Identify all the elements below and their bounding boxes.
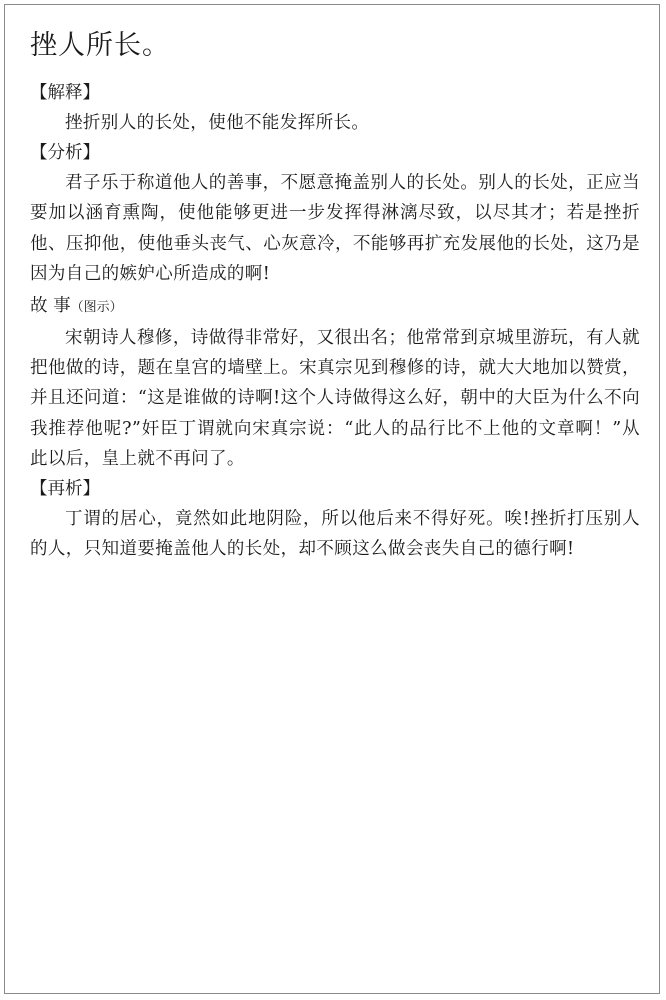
story-heading-note: （图示） (70, 300, 123, 316)
reanalysis-paragraph: 丁谓的居心，竟然如此地阴险，所以他后来不得好死。唉!挫折打压别人的人，只知道要掩盖他人的长处，却不顾这么做会丧失自己的德行啊! (30, 509, 640, 560)
story-heading-label: 故 事 (30, 296, 71, 317)
page-content (30, 26, 640, 564)
story-paragraph: 宋朝诗人穆修，诗做得非常好，又很出名；他常常到京城里游玩，有人就把他做的诗，题在皇宫的墙壁上。宋真宗见到穆修的诗，就大大地加以赞赏，并且还问道：“这是谁做的诗啊!这个人诗做得这么好，朝中的大臣为什么不向我推荐他呢?”奸臣丁谓就向宋真宗说：“此人的品行比不上他的文章啊！”从此以后，皇上就不再问了。 (30, 328, 640, 469)
section-heading-explanation: 【解释】 (30, 83, 100, 103)
analysis-paragraph: 君子乐于称道他人的善事，不愿意掩盖别人的长处。别人的长处，正应当要加以涵育熏陶，使他能够更进一步发挥得淋漓尽致，以尽其才；若是挫折他、压抑他，使他垂头丧气、心灰意冷，不能够再扩充发展他的长处，这乃是因为自己的嫉妒心所造成的啊! (30, 173, 640, 284)
page-title: 挫人所长。 (30, 30, 170, 61)
section-heading-reanalysis: 【再析】 (30, 479, 100, 500)
section-heading-story (30, 291, 640, 323)
explanation-paragraph: 挫折别人的长处，使他不能发挥所长。 (65, 113, 370, 133)
section-heading-analysis: 【分析】 (30, 143, 100, 164)
